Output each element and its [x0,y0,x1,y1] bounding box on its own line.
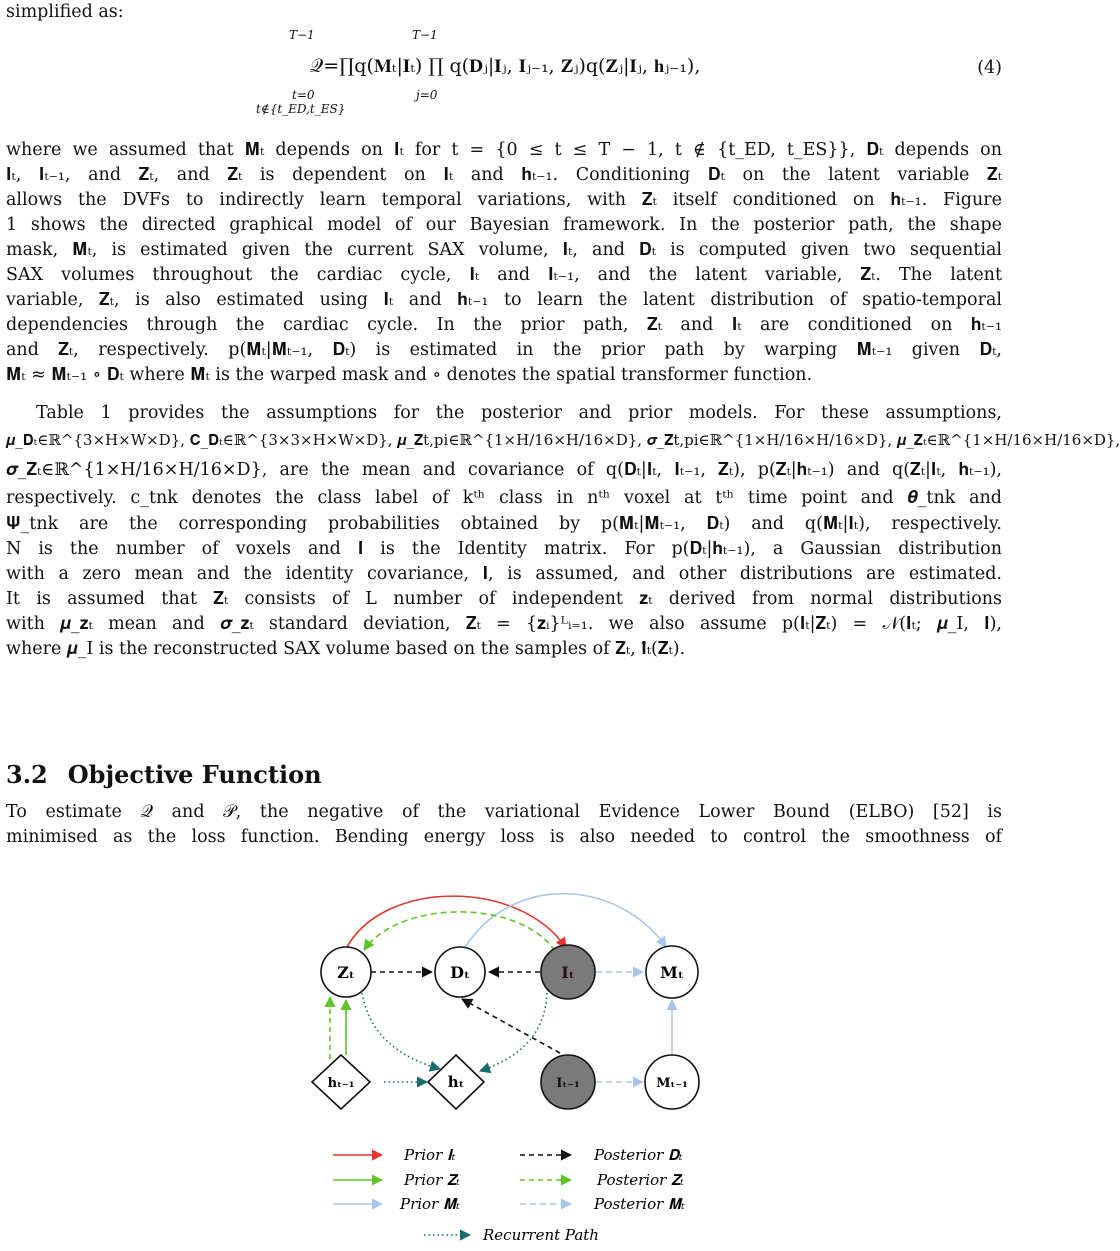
p3-line: To estimate 𝒬 and 𝒫, the negative of the variational Evidence Lower Bound (ELBO) [52] is [6,802,1002,822]
node-It-1-label: 𝐈ₜ₋₁ [556,1076,580,1091]
eq-lower-limit-2: j=0 [416,88,438,102]
node-Zt-label: 𝐙ₜ [337,963,355,982]
p1-line: 𝐈ₜ, 𝐈ₜ₋₁, and 𝐙ₜ, and 𝐙ₜ is dependent on 𝐈ₜ and 𝐡ₜ₋₁. Conditioning 𝐃ₜ on the latent variable 𝐙ₜ [6,165,1002,185]
intro-line: simplified as: [6,2,124,22]
equation-number: (4) [977,58,1002,78]
eq-lower-limit-1a: t=0 [292,88,315,102]
node-ht-1 [312,1055,370,1109]
node-Zt [321,947,371,997]
p1-line: 𝐌̂ₜ ≈ 𝐌ₜ₋₁ ∘ 𝐃ₜ where 𝐌̂ₜ is the warped mask and ∘ denotes the spatial transformer function. [6,365,813,385]
p2-line: N is the number of voxels and 𝐈 is the Identity matrix. For p(𝐃ₜ|𝐡ₜ₋₁), a Gaussian distribution [6,539,1002,559]
node-ht [428,1055,484,1109]
p1-line: variable, 𝐙ₜ, is also estimated using 𝐈ₜ and 𝐡ₜ₋₁ to learn the latent distribution of spatio-temporal [6,290,1002,310]
edge-recurrent-from-I [480,993,547,1071]
node-It [541,945,595,999]
section-number: 3.2 [6,760,48,789]
p1-line: mask, 𝐌ₜ, is estimated given the current SAX volume, 𝐈ₜ, and 𝐃ₜ is computed given two sequential [6,240,1002,260]
edge-posterior-Z-top [364,912,555,951]
legend-recurrent: Recurrent Path [483,1226,599,1244]
legend-prior-I: Prior 𝐈ₜ [404,1146,456,1164]
eq-upper-limit-1: T−1 [289,28,315,42]
edge-prior-I [347,896,566,948]
legend-posterior-M: Posterior 𝐌ₜ [594,1195,685,1213]
node-Mt-label: 𝐌ₜ [660,963,684,982]
graphical-model-figure [0,851,1010,1251]
p1-line: and 𝐙ₜ, respectively. p(𝐌ₜ|𝐌ₜ₋₁, 𝐃ₜ) is estimated in the prior path by warping 𝐌ₜ₋₁ given 𝐃ₜ, [6,340,1002,360]
p2-line: 𝝁_𝐃ₜ∈ℝ^{3×H×W×D}, 𝐂_𝐃ₜ∈ℝ^{3×3×H×W×D}, 𝝁_𝐙t,pi∈ℝ^{1×H/16×H/16×D}, 𝝈_𝐙t,pi∈ℝ^{1×H/16×H/16×D}, 𝝁_𝐙ₜ∈ℝ^{1×H/16×H/16×D}, [6,431,1120,449]
node-It-label: 𝐈ₜ [561,963,575,982]
eq-upper-limit-2: T−1 [412,28,438,42]
node-Dt [435,947,485,997]
node-Mt-1-label: 𝐌ₜ₋₁ [656,1076,688,1091]
legend-posterior-D: Posterior 𝐃ₜ [594,1146,683,1164]
edge-recurrent-from-Z [362,993,440,1069]
p2-line: It is assumed that 𝐙ₜ consists of L number of independent 𝐳ₜ derived from normal distributions [6,589,1002,609]
node-ht-1-label: 𝐡ₜ₋₁ [327,1076,355,1091]
eq-lower-limit-1b: t∉{t_ED,t_ES} [256,102,346,116]
p2-line: Table 1 provides the assumptions for the posterior and prior models. For these assumptions, [36,403,1002,423]
p2-line: 𝝈_𝐙ₜ∈ℝ^{1×H/16×H/16×D}, are the mean and covariance of q(𝐃ₜ|𝐈ₜ, 𝐈ₜ₋₁, 𝐙ₜ), p(𝐙ₜ|𝐡ₜ₋₁) and q(𝐙ₜ|𝐈ₜ, 𝐡ₜ₋₁), [6,460,1002,480]
p2-line: with 𝝁_𝐳ₜ mean and 𝝈_𝐳ₜ standard deviation, 𝐙ₜ = {𝐳ᵢ}ᴸᵢ₌₁. we also assume p(𝐈ₜ|𝐙ₜ) = 𝒩(𝐈ₜ; 𝝁_I, 𝐈), [6,614,1002,634]
node-Mt-1 [645,1055,699,1109]
p3-line: minimised as the loss function. Bending energy loss is also needed to control the smoothness of [6,827,1002,847]
p1-line: dependencies through the cardiac cycle. In the prior path, 𝐙ₜ and 𝐈ₜ are conditioned on 𝐡ₜ₋₁ [6,315,1002,335]
legend-posterior-Z: Posterior 𝐙ₜ [597,1171,684,1189]
p1-line: 1 shows the directed graphical model of our Bayesian framework. In the posterior path, the shape [6,215,1002,235]
p2-line: respectively. c_tnk denotes the class label of kᵗʰ class in nᵗʰ voxel at tᵗʰ time point and 𝜽_tnk and [6,488,1002,508]
p2-line: 𝚿_tnk are the corresponding probabilities obtained by p(𝐌ₜ|𝐌ₜ₋₁, 𝐃ₜ) and q(𝐌ₜ|𝐈ₜ), respectively. [6,514,1002,534]
p1-line: allows the DVFs to indirectly learn temporal variations, with 𝐙ₜ itself conditioned on 𝐡ₜ₋₁. Figure [6,190,1002,210]
section-heading [6,760,322,789]
legend-prior-Z: Prior 𝐙ₜ [404,1171,460,1189]
eq-main: 𝒬=∏q(𝐌ₜ|𝐈ₜ) ∏ q(𝐃ⱼ|𝐈ⱼ, 𝐈ⱼ₋₁, 𝐙ⱼ)q(𝐙ⱼ|𝐈ⱼ, 𝐡ⱼ₋₁), [309,55,701,77]
p1-line: SAX volumes throughout the cardiac cycle, 𝐈ₜ and 𝐈ₜ₋₁, and the latent variable, 𝐙ₜ. The latent [6,265,1002,285]
legend-prior-M: Prior 𝐌ₜ [400,1195,460,1213]
node-ht-label: 𝐡ₜ [447,1073,465,1091]
node-Dt-label: 𝐃ₜ [450,963,470,982]
node-It-1 [541,1055,595,1109]
p2-line: where 𝝁_I is the reconstructed SAX volume based on the samples of 𝐙ₜ, 𝐈̂ₜ(𝐙̂ₜ). [6,639,686,659]
section-title: Objective Function [67,760,322,789]
legend [333,1146,685,1244]
p2-line: with a zero mean and the identity covariance, 𝐈, is assumed, and other distributions are estimated. [6,564,1002,584]
node-Mt [646,946,698,998]
p1-line: where we assumed that 𝐌ₜ depends on 𝐈ₜ for t = {0 ≤ t ≤ T − 1, t ∉ {t_ED, t_ES}}, 𝐃ₜ depends on [6,140,1002,160]
